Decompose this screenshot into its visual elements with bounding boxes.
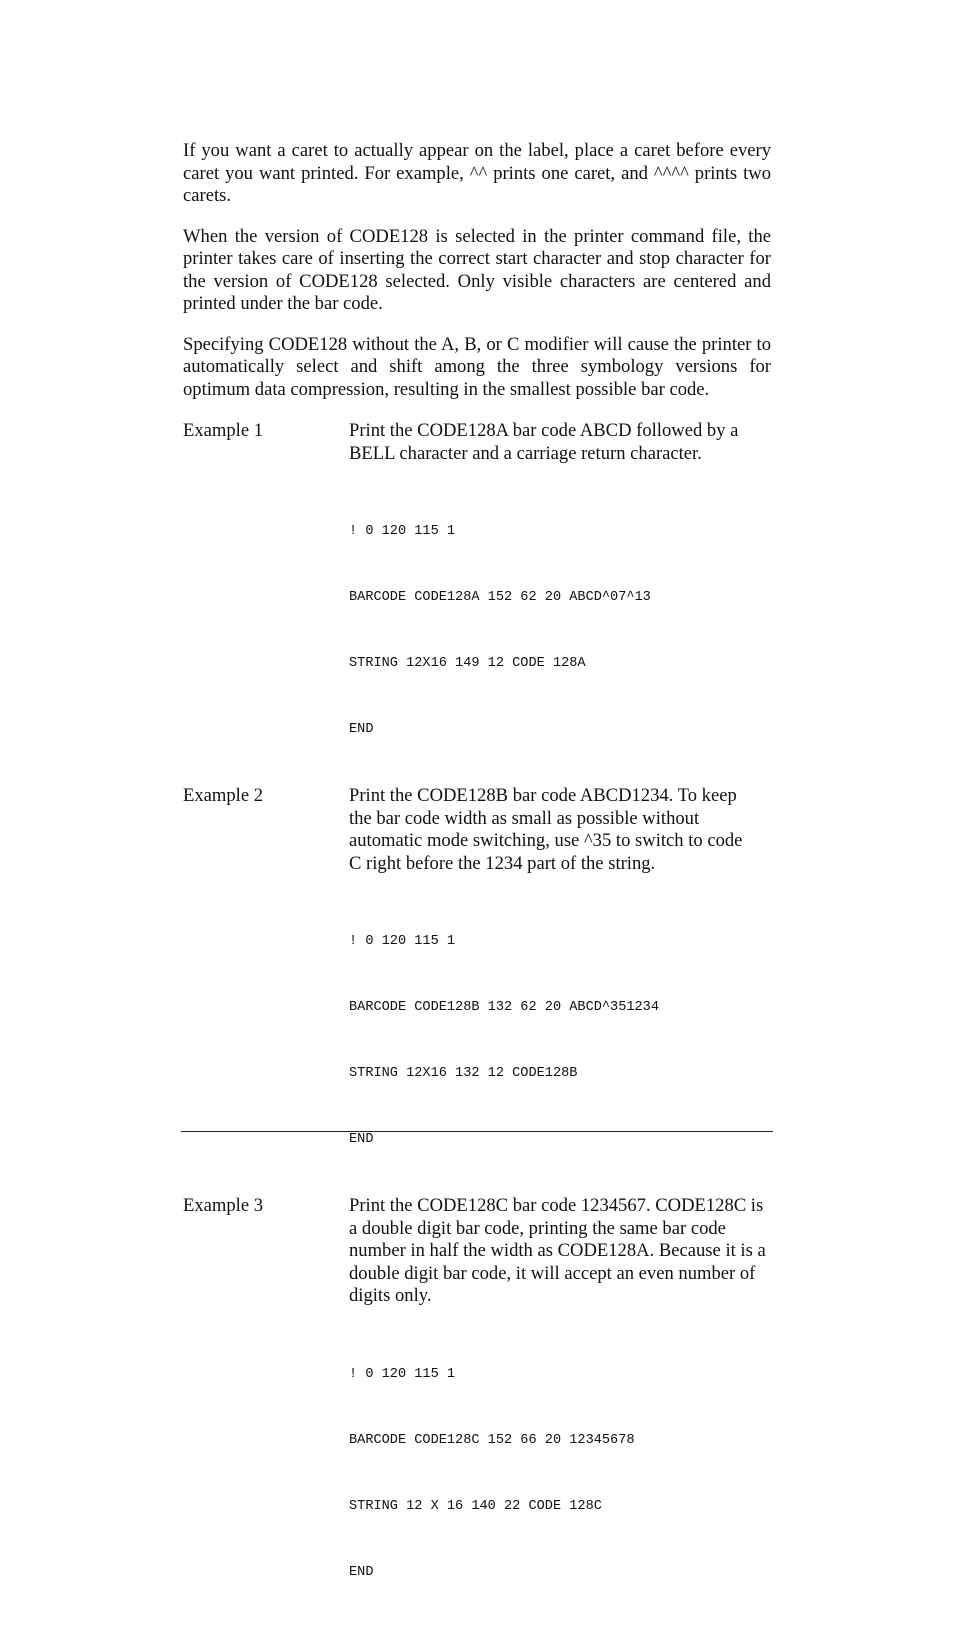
- code-line: END: [349, 1132, 374, 1147]
- example-3: [183, 1195, 771, 1628]
- code-line: ! 0 120 115 1: [349, 934, 456, 949]
- code-line: ! 0 120 115 1: [349, 1366, 456, 1382]
- example-body: [349, 785, 771, 1195]
- paragraph-caret: If you want a caret to actually appear on the label, place a caret before every caret you want printed. For example, ^^ prints one caret, and ^^^^ prints two carets.: [183, 140, 771, 206]
- code-line: BARCODE CODE128C 152 66 20 12345678: [349, 1432, 635, 1448]
- code-line: BARCODE CODE128B 132 62 20 ABCD^351234: [349, 1000, 659, 1015]
- code-line: STRING 12X16 132 12 CODE128B: [349, 1066, 578, 1081]
- code-line: BARCODE CODE128A 152 62 20 ABCD^07^13: [349, 590, 651, 605]
- code-block: [349, 887, 771, 1195]
- paragraph-auto-select: Specifying CODE128 without the A, B, or C modifier will cause the printer to automatically select and shift among the three symbology versions for optimum data compression, resulting in the smallest possible bar code.: [183, 333, 771, 400]
- code-line: STRING 12 X 16 140 22 CODE 128C: [349, 1498, 602, 1514]
- example-description: Print the CODE128B bar code ABCD1234. To keep the bar code width as small as possible without automatic mode switching, use ^35 to switch to code C right before the 1234 part of the string.: [349, 785, 743, 874]
- paragraph-version-selection: When the version of CODE128 is selected in the printer command file, the printer takes care of inserting the correct start character and stop character for the version of CODE128 selected. Only visible characters are centered and printed under the bar code.: [183, 225, 771, 314]
- example-1: [183, 420, 771, 785]
- example-description: Print the CODE128A bar code ABCD followed by a BELL character and a carriage return character.: [349, 420, 739, 464]
- code-block: [349, 477, 773, 785]
- example-label: Example 1: [183, 420, 264, 441]
- code-line: END: [349, 722, 374, 737]
- example-label: Example 2: [183, 785, 264, 806]
- document-body: [183, 140, 771, 1628]
- example-label: Example 3: [183, 1195, 264, 1216]
- code-line: ! 0 120 115 1: [349, 524, 456, 539]
- code-block: [349, 1320, 771, 1628]
- example-description: Print the CODE128C bar code 1234567. CODE128C is a double digit bar code, printing the same bar code number in half the width as CODE128A. Because it is a double digit bar code, it will accept an even number of digits only.: [349, 1195, 766, 1306]
- example-2: [183, 785, 771, 1195]
- code-line: END: [349, 1564, 374, 1580]
- example-body: [349, 1195, 771, 1628]
- footer-divider: [181, 1131, 773, 1132]
- example-body: [349, 420, 773, 785]
- code-line: STRING 12X16 149 12 CODE 128A: [349, 656, 586, 671]
